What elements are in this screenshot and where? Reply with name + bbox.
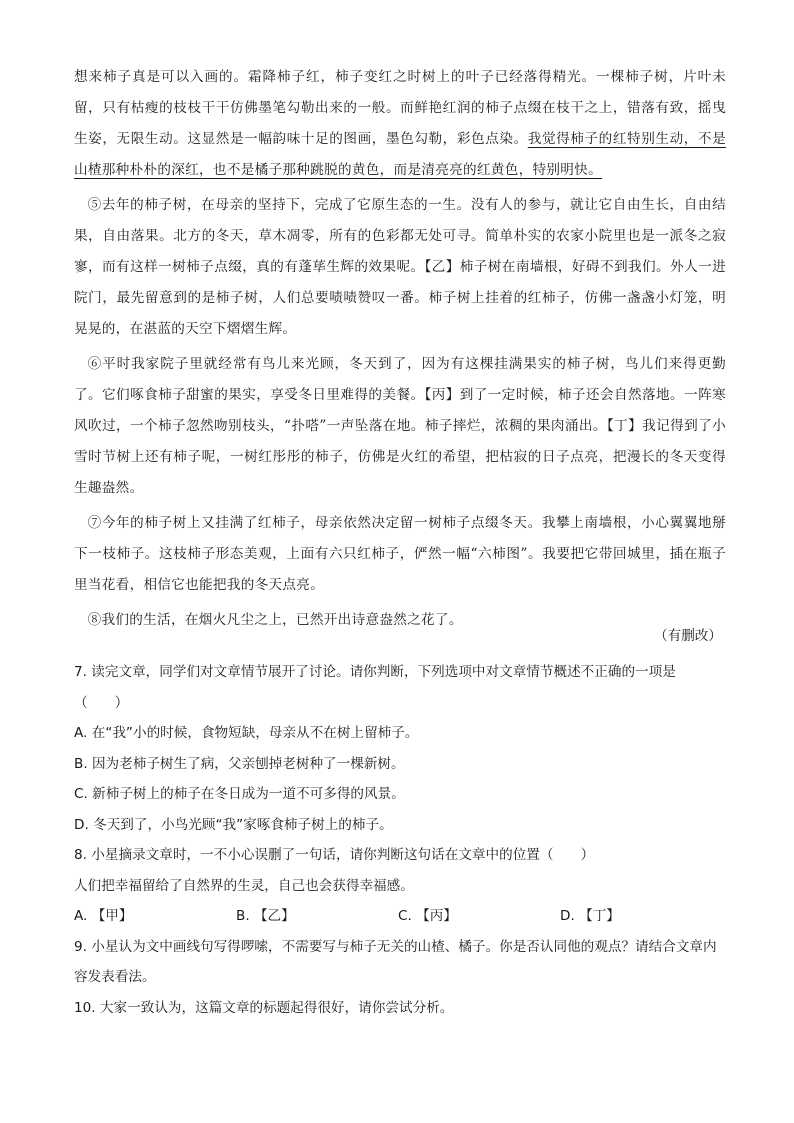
paragraph-5: ⑤去年的柿子树，在母亲的坚持下，完成了它原生态的一生。没有人的参与，就让它自由生长，自由结果，自由落果。北方的冬天，草木凋零，所有的色彩都无处可寻。简单朴实的农家小院里也是一派冬之寂寥，而有这样一树柿子点缀，真的有蓬荜生辉的效果呢。【乙】柿子树在南墙根，好碍不到我们。外人一进院门，最先留意到的是柿子树，人们总要啧啧赞叹一番。柿子树上挂着的红柿子，仿佛一盏盏小灯笼，明晃晃的，在湛蓝的天空下熠熠生辉。: [74, 197, 726, 337]
question-7-blank: （ ）: [74, 694, 129, 711]
question-8-options: [74, 901, 726, 932]
question-8-option-b: B. 【乙】: [236, 908, 295, 924]
question-8-sentence: 人们把幸福留给了自然界的生灵，自己也会获得幸福感。: [74, 877, 414, 894]
question-8-option-d: D. 【丁】: [560, 908, 620, 924]
underlined-sentence: 我觉得柿子的红特别生动，不是山楂那种朴朴的深红，也不是橘子那种跳脱的黄色，而是清亮亮的红黄色，特别明快。: [74, 131, 726, 178]
question-8-stem: 8. 小星摘录文章时，一不小心误删了一句话，请你判断这句话在文章中的位置（ ）: [74, 847, 595, 863]
question-section: [74, 657, 726, 1023]
paragraph-8: ⑧我们的生活，在烟火凡尘之上，已然开出诗意盎然之花了。: [87, 612, 463, 628]
question-7-option-c: C. 新柿子树上的柿子在冬日成为一道不可多得的风景。: [74, 786, 405, 802]
question-7-option-a: A. 在“我”小的时候，食物短缺，母亲从不在树上留柿子。: [74, 725, 419, 741]
question-10: 10. 大家一致认为，这篇文章的标题起得很好，请你尝试分析。: [74, 999, 454, 1016]
paragraph-text: 想来柿子真是可以入画的。霜降柿子红，柿子变红之时树上的叶子已经落得精光。一棵柿子树，片叶未留，只有枯瘦的枝枝干干仿佛墨笔勾勒出来的一般。而鲜艳红润的柿子点缀在枝干之上，错落有致，摇曳生姿，无限生动。这显然是一幅韵味十足的图画，墨色勾勒，彩色点染。: [74, 69, 726, 147]
question-7-stem: 7. 读完文章，同学们对文章情节展开了讨论。请你判断，下列选项中对文章情节概述不正确的一项是: [74, 664, 676, 680]
source-note: （有删改）: [654, 628, 722, 644]
question-9: 9. 小星认为文中画线句写得啰嗦，不需要写与柿子无关的山楂、橘子。你是否认同他的观点？请结合文章内容发表看法。: [74, 938, 717, 985]
question-8-option-a: A. 【甲】: [74, 908, 133, 924]
paragraph-continued: [74, 62, 726, 186]
reading-passage: [74, 62, 726, 640]
paragraph-6: ⑥平时我家院子里就经常有鸟儿来光顾，冬天到了，因为有这棵挂满果实的柿子树，鸟儿们来得更勤了。它们啄食柿子甜蜜的果实，享受冬日里难得的美餐。【丙】到了一定时候，柿子还会自然落地。一阵寒风吹过，一个柿子忽然吻别枝头，“扑嗒”一声坠落在地。柿子摔烂，浓稠的果肉涌出。【丁】我记得到了小雪时节树上还有柿子呢，一树红彤彤的柿子，仿佛是火红的希望，把枯寂的日子点亮，把漫长的冬天变得生趣盎然。: [74, 356, 726, 496]
question-8-option-c: C. 【丙】: [398, 908, 457, 924]
question-7-option-b: B. 因为老柿子树生了病，父亲刨掉老树种了一棵新树。: [74, 755, 405, 772]
paragraph-7: ⑦今年的柿子树上又挂满了红柿子，母亲依然决定留一树柿子点缀冬天。我攀上南墙根，小心翼翼地掰下一枝柿子。这枝柿子形态美观，上面有六只红柿子，俨然一幅“六柿图”。我要把它带回城里，插在瓶子里当花看，相信它也能把我的冬天点亮。: [74, 515, 726, 593]
question-7-option-d: D. 冬天到了，小鸟光顾“我”家啄食柿子树上的柿子。: [74, 816, 393, 833]
